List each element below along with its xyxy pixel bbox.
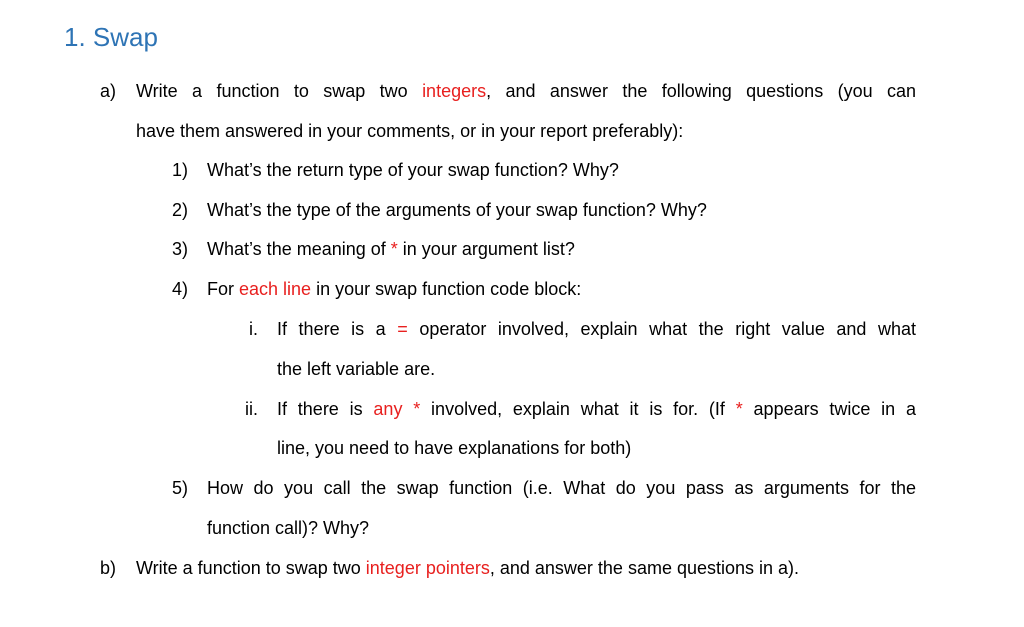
question-4-label: 4): [172, 279, 189, 299]
item-b-post: , and answer the same questions in a).: [489, 558, 800, 578]
item-a-text-post: , and answer the following questions (you can: [486, 81, 916, 101]
subitem-ii-mid: involved, explain what it is for. (If: [420, 399, 736, 419]
question-3-text: [207, 236, 575, 262]
question-3-post: in your argument list?: [397, 239, 575, 259]
question-5-label: 5): [172, 478, 189, 498]
question-2-label: 2): [172, 200, 189, 220]
subitem-i-line1: [277, 316, 916, 342]
subitem-i-line2: the left variable are.: [277, 359, 436, 379]
question-2-text: What’s the type of the arguments of your swap function? Why?: [207, 200, 707, 220]
asterisk-highlight-2: *: [413, 399, 421, 419]
subitem-i-post: operator involved, explain what the right value and what: [407, 319, 916, 339]
asterisk-highlight-3: *: [735, 399, 743, 419]
item-b-pre: Write a function to swap two: [136, 558, 366, 578]
item-a-label: a): [100, 81, 117, 101]
question-4-pre: For: [207, 279, 240, 299]
any-highlight: any: [373, 399, 403, 419]
question-5-line1: [207, 475, 916, 501]
question-5-text: How do you call the swap function (i.e. What do you pass as arguments for the: [207, 478, 916, 498]
subitem-ii-pre: If there is: [277, 399, 374, 419]
question-3-pre: What’s the meaning of: [207, 239, 391, 259]
asterisk-highlight: *: [390, 239, 398, 259]
section-title: 1. Swap: [64, 22, 158, 52]
item-b-label: b): [100, 558, 117, 578]
question-1-label: 1): [172, 160, 189, 180]
item-a-text-pre: Write a function to swap two: [136, 81, 423, 101]
integer-pointers-highlight: integer pointers: [365, 558, 490, 578]
subitem-ii-line2: line, you need to have explanations for both): [277, 438, 632, 458]
question-3-label: 3): [172, 239, 189, 259]
each-line-highlight: each line: [239, 279, 312, 299]
subitem-ii-label: ii.: [245, 399, 258, 419]
question-4-text: [207, 276, 581, 302]
item-b-text: [136, 555, 799, 581]
item-a-line2: have them answered in your comments, or in your report preferably):: [136, 121, 684, 141]
subitem-i-pre: If there is a: [277, 319, 398, 339]
question-5-line2: function call)? Why?: [207, 518, 370, 538]
item-a-highlight: integers: [422, 81, 487, 101]
subitem-ii-line1: [277, 396, 916, 422]
question-4-post: in your swap function code block:: [311, 279, 582, 299]
question-1-text: What’s the return type of your swap function? Why?: [207, 160, 619, 180]
subitem-ii-post: appears twice in a: [742, 399, 916, 419]
item-a-line1: [136, 78, 916, 104]
subitem-i-label: i.: [249, 319, 258, 339]
equals-highlight: =: [397, 319, 408, 339]
